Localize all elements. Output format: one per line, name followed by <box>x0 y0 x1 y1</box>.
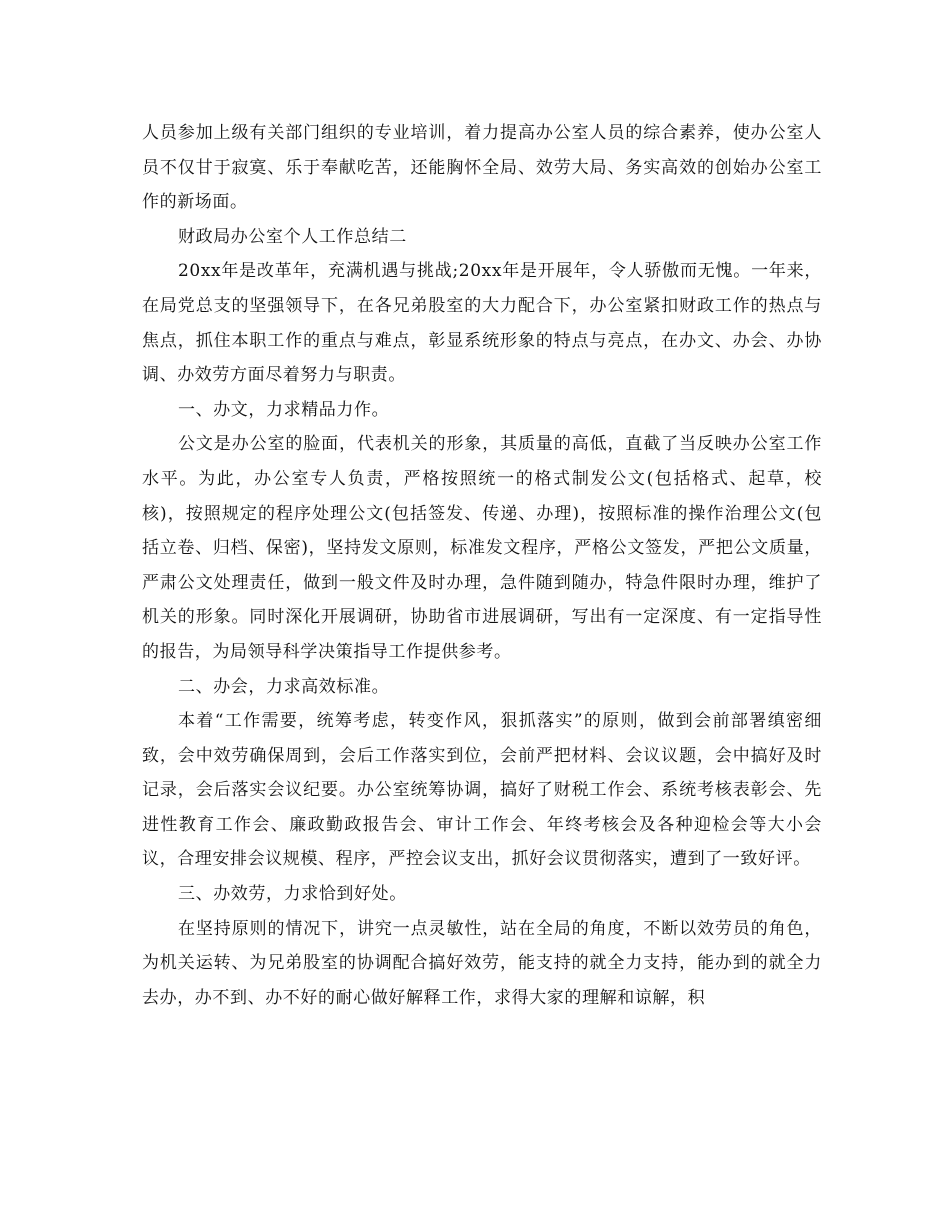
section-title: 财政局办公室个人工作总结二 <box>178 226 407 247</box>
paragraph-intro: 20xx年是改革年，充满机遇与挑战;20xx年是开展年，令人骄傲而无愧。一年来，在局党总支的坚强领导下，在各兄弟股室的大力配合下，办公室紧扣财政工作的热点与焦点，抓住本职工作的重点与难点，彰显系统形象的特点与亮点，在办文、办会、办协调、办效劳方面尽着努力与职责。 <box>142 261 822 386</box>
paragraph-service-handling: 在坚持原则的情况下，讲究一点灵敏性，站在全局的角度，不断以效劳员的角色，为机关运转、为兄弟股室的协调配合搞好效劳，能支持的就全力支持，能办到的就全力去办，办不到、办不好的耐心做好解释工作，求得大家的理解和谅解，积 <box>142 918 822 1008</box>
paragraph-document-handling: 公文是办公室的脸面，代表机关的形象，其质量的高低，直截了当反映办公室工作水平。为此，办公室专人负责，严格按照统一的格式制发公文(包括格式、起草，校核)，按照规定的程序处理公文(包括签发、传递、办理)，按照标准的操作治理公文(包括立卷、归档、保密)，坚持发文原则，标准发文程序，严格公文签发，严把公文质量，严肃公文处理责任，做到一般文件及时办理，急件随到随办，特急件限时办理，维护了机关的形象。同时深化开展调研，协助省市进展调研，写出有一定深度、有一定指导性的报告，为局领导科学决策指导工作提供参考。 <box>142 434 822 662</box>
heading-service-handling: 三、办效劳，力求恰到好处。 <box>178 884 407 905</box>
heading-meeting-handling: 二、办会，力求高效标准。 <box>178 676 390 697</box>
paragraph-continued: 人员参加上级有关部门组织的专业培训，着力提高办公室人员的综合素养，使办公室人员不仅甘于寂寞、乐于奉献吃苦，还能胸怀全局、效劳大局、务实高效的创始办公室工作的新场面。 <box>142 123 822 213</box>
document-body <box>142 116 822 1015</box>
heading-document-handling: 一、办文，力求精品力作。 <box>178 399 390 420</box>
paragraph-meeting-handling: 本着“工作需要，统筹考虑，转变作风，狠抓落实”的原则，做到会前部署缜密细致，会中效劳确保周到，会后工作落实到位，会前严把材料、会议议题，会中搞好及时记录，会后落实会议纪要。办公室统筹协调，搞好了财税工作会、系统考核表彰会、先进性教育工作会、廉政勤政报告会、审计工作会、年终考核会及各种迎检会等大小会议，合理安排会议规模、程序，严控会议支出，抓好会议贯彻落实，遭到了一致好评。 <box>142 711 822 870</box>
